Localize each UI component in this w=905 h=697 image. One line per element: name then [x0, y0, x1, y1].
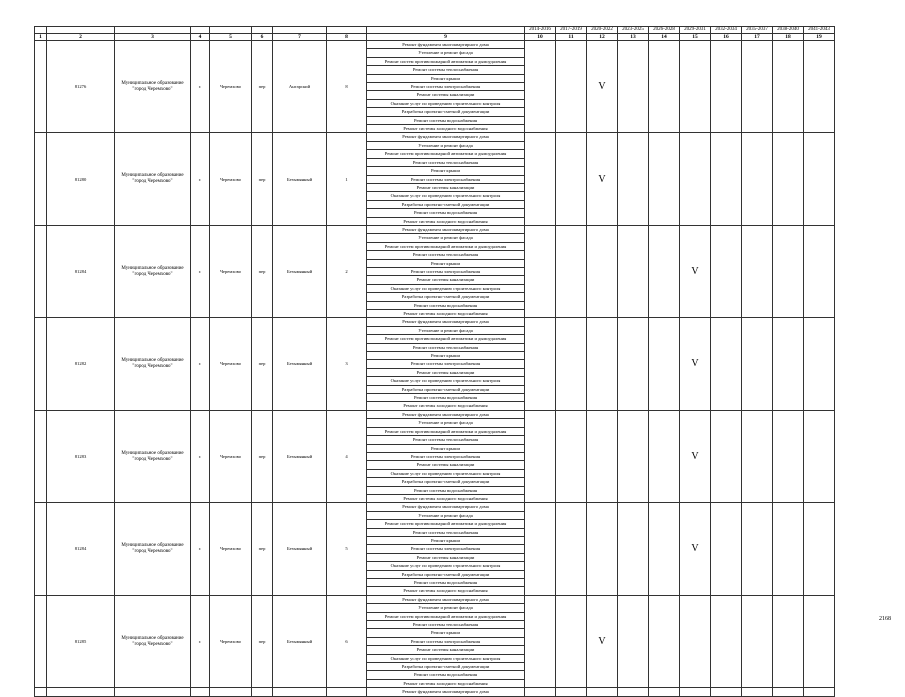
work-type: Ремонт крыши: [367, 352, 525, 360]
period-header: 2041-2043: [804, 27, 835, 34]
completion-mark: V: [587, 41, 618, 133]
work-type: Ремонт системы теплоснабжения: [367, 528, 525, 536]
work-type: Ремонт систем противопожарной автоматики и дымоудаления: [367, 427, 525, 435]
column-number: 11: [556, 34, 587, 41]
work-type: Оказание услуг по проведению строительного контроля: [367, 654, 525, 662]
empty-cell: [191, 688, 210, 696]
period-header: 2023-2025: [618, 27, 649, 34]
period-cell: [618, 318, 649, 410]
work-type: Ремонт системы электроснабжения: [367, 267, 525, 275]
work-type: Ремонт крыши: [367, 444, 525, 452]
row-index-cell: [35, 410, 47, 502]
empty-cell: [115, 688, 191, 696]
locality-type: г.: [191, 503, 210, 595]
work-type: Ремонт систем противопожарной автоматики и дымоудаления: [367, 57, 525, 65]
work-type: Ремонт системы теплоснабжения: [367, 158, 525, 166]
street-type: пер: [252, 503, 273, 595]
period-cell: [742, 41, 773, 133]
period-cell: [649, 133, 680, 225]
work-type: Ремонт системы канализации: [367, 368, 525, 376]
header-blank-cell: [327, 27, 367, 34]
period-cell: [680, 41, 711, 133]
work-type: Ремонт системы водоснабжения: [367, 301, 525, 309]
owner-name: Муниципальное образование "город Черемхово": [115, 133, 191, 225]
period-cell: [804, 688, 835, 696]
work-type: Ремонт систем противопожарной автоматики и дымоудаления: [367, 242, 525, 250]
period-cell: [556, 688, 587, 696]
period-cell: [649, 503, 680, 595]
column-number: 10: [525, 34, 556, 41]
row-index-cell: [35, 133, 47, 225]
period-cell: [525, 318, 556, 410]
period-cell: [525, 133, 556, 225]
period-header: 2035-2037: [742, 27, 773, 34]
period-cell: [525, 225, 556, 317]
column-number: 16: [711, 34, 742, 41]
work-type: Ремонт системы электроснабжения: [367, 452, 525, 460]
table-row: [35, 41, 835, 49]
work-type: Ремонт крыши: [367, 536, 525, 544]
work-type: Утепление и ремонт фасада: [367, 326, 525, 334]
work-type: Ремонт крыши: [367, 629, 525, 637]
work-type: Ремонт системы канализации: [367, 276, 525, 284]
period-cell: [711, 133, 742, 225]
header-blank-cell: [115, 27, 191, 34]
work-type: Ремонт системы холодного водоснабжения: [367, 217, 525, 225]
empty-cell: [327, 688, 367, 696]
locality-type: г.: [191, 225, 210, 317]
period-cell: [804, 41, 835, 133]
header-blank-cell: [252, 27, 273, 34]
street-type: пер: [252, 41, 273, 133]
building-id: 81285: [47, 595, 115, 687]
locality-type: г.: [191, 41, 210, 133]
period-cell: [587, 225, 618, 317]
row-index-cell: [35, 595, 47, 687]
work-type: Оказание услуг по проведению строительного контроля: [367, 469, 525, 477]
work-type: Ремонт фундамента многоквартирного дома: [367, 410, 525, 418]
building-id: 81276: [47, 41, 115, 133]
work-type: Ремонт системы электроснабжения: [367, 545, 525, 553]
completion-mark: V: [680, 318, 711, 410]
period-cell: [618, 688, 649, 696]
period-header: 2026-2028: [649, 27, 680, 34]
period-cell: [618, 133, 649, 225]
period-cell: [618, 595, 649, 687]
owner-name: Муниципальное образование "город Черемхово": [115, 410, 191, 502]
period-cell: [773, 41, 804, 133]
period-cell: [556, 595, 587, 687]
city-name: Черемхово: [210, 41, 252, 133]
work-type: Ремонт фундамента многоквартирного дома: [367, 41, 525, 49]
column-number: 13: [618, 34, 649, 41]
work-type: Ремонт системы канализации: [367, 646, 525, 654]
work-type: Ремонт фундамента многоквартирного дома: [367, 595, 525, 603]
street-name: Безымянный: [273, 225, 327, 317]
row-index-cell: [35, 503, 47, 595]
work-type: Оказание услуг по проведению строительного контроля: [367, 99, 525, 107]
period-cell: [525, 595, 556, 687]
table-row: [35, 688, 835, 696]
street-name: Ангарский: [273, 41, 327, 133]
work-type: Ремонт системы электроснабжения: [367, 360, 525, 368]
completion-mark: V: [587, 595, 618, 687]
period-cell: [804, 503, 835, 595]
header-blank-cell: [191, 27, 210, 34]
period-cell: [742, 688, 773, 696]
owner-name: Муниципальное образование "город Черемхово": [115, 503, 191, 595]
city-name: Черемхово: [210, 595, 252, 687]
period-header: 2014-2016: [525, 27, 556, 34]
work-type: Ремонт систем противопожарной автоматики и дымоудаления: [367, 520, 525, 528]
work-type: Ремонт систем противопожарной автоматики и дымоудаления: [367, 150, 525, 158]
work-type: Ремонт системы водоснабжения: [367, 209, 525, 217]
period-cell: [711, 410, 742, 502]
work-type: Утепление и ремонт фасада: [367, 234, 525, 242]
owner-name: Муниципальное образование "город Черемхово": [115, 595, 191, 687]
work-type: Ремонт систем противопожарной автоматики и дымоудаления: [367, 335, 525, 343]
work-type: Ремонт системы теплоснабжения: [367, 436, 525, 444]
work-type: Ремонт системы водоснабжения: [367, 671, 525, 679]
work-type: Ремонт фундамента многоквартирного дома: [367, 503, 525, 511]
table-body: [35, 27, 835, 697]
city-name: Черемхово: [210, 318, 252, 410]
column-number: 15: [680, 34, 711, 41]
work-type: Утепление и ремонт фасада: [367, 141, 525, 149]
column-number: 2: [47, 34, 115, 41]
house-number: 8: [327, 41, 367, 133]
work-type: Оказание услуг по проведению строительного контроля: [367, 284, 525, 292]
city-name: Черемхово: [210, 410, 252, 502]
period-cell: [618, 41, 649, 133]
column-number: 12: [587, 34, 618, 41]
header-blank-cell: [35, 27, 47, 34]
period-cell: [742, 410, 773, 502]
work-type: Ремонт фундамента многоквартирного дома: [367, 318, 525, 326]
work-type: Ремонт системы канализации: [367, 461, 525, 469]
completion-mark: V: [587, 133, 618, 225]
period-cell: [711, 503, 742, 595]
building-id: 81283: [47, 410, 115, 502]
header-blank-cell: [210, 27, 252, 34]
house-number: 1: [327, 133, 367, 225]
table-row: [35, 410, 835, 418]
locality-type: г.: [191, 410, 210, 502]
period-cell: [773, 410, 804, 502]
period-cell: [742, 133, 773, 225]
work-type: Ремонт системы холодного водоснабжения: [367, 402, 525, 410]
work-type: Ремонт системы канализации: [367, 91, 525, 99]
period-cell: [711, 595, 742, 687]
work-type: Разработка проектно-сметной документации: [367, 108, 525, 116]
period-header: 2029-2031: [680, 27, 711, 34]
empty-cell: [210, 688, 252, 696]
column-number: 8: [327, 34, 367, 41]
work-type: Оказание услуг по проведению строительного контроля: [367, 377, 525, 385]
table-row: [35, 318, 835, 326]
period-cell: [742, 595, 773, 687]
work-type: Ремонт системы теплоснабжения: [367, 621, 525, 629]
city-name: Черемхово: [210, 503, 252, 595]
period-cell: [804, 410, 835, 502]
row-index-cell: [35, 225, 47, 317]
work-type: Утепление и ремонт фасада: [367, 49, 525, 57]
header-blank-cell: [47, 27, 115, 34]
empty-cell: [35, 688, 47, 696]
work-type: Ремонт системы электроснабжения: [367, 637, 525, 645]
period-header: 2017-2019: [556, 27, 587, 34]
column-number: 19: [804, 34, 835, 41]
period-cell: [742, 318, 773, 410]
period-cell: [804, 595, 835, 687]
work-type: Утепление и ремонт фасада: [367, 604, 525, 612]
period-cell: [556, 410, 587, 502]
period-cell: [556, 133, 587, 225]
period-cell: [804, 225, 835, 317]
work-type: Разработка проектно-сметной документации: [367, 293, 525, 301]
work-type: Разработка проектно-сметной документации: [367, 570, 525, 578]
period-cell: [618, 225, 649, 317]
period-cell: [525, 410, 556, 502]
period-cell: [525, 503, 556, 595]
period-cell: [649, 41, 680, 133]
work-type: Оказание услуг по проведению строительного контроля: [367, 562, 525, 570]
house-number: 6: [327, 595, 367, 687]
locality-type: г.: [191, 595, 210, 687]
completion-mark: V: [680, 503, 711, 595]
period-cell: [649, 595, 680, 687]
work-type: Разработка проектно-сметной документации: [367, 200, 525, 208]
period-header-row: [35, 27, 835, 34]
work-type: Утепление и ремонт фасада: [367, 511, 525, 519]
period-cell: [742, 225, 773, 317]
street-type: пер: [252, 595, 273, 687]
work-type: Ремонт системы водоснабжения: [367, 116, 525, 124]
period-cell: [556, 41, 587, 133]
period-cell: [773, 503, 804, 595]
period-cell: [804, 133, 835, 225]
column-number: 3: [115, 34, 191, 41]
header-blank-cell: [367, 27, 525, 34]
work-type: Ремонт фундамента многоквартирного дома: [367, 688, 525, 696]
work-type: Ремонт системы холодного водоснабжения: [367, 679, 525, 687]
period-cell: [525, 688, 556, 696]
locality-type: г.: [191, 318, 210, 410]
work-type: Ремонт системы электроснабжения: [367, 83, 525, 91]
work-type: Ремонт фундамента многоквартирного дома: [367, 225, 525, 233]
street-name: Безымянный: [273, 410, 327, 502]
street-type: пер: [252, 410, 273, 502]
work-type: Ремонт крыши: [367, 167, 525, 175]
period-cell: [680, 688, 711, 696]
period-cell: [618, 503, 649, 595]
period-cell: [680, 595, 711, 687]
street-name: Безымянный: [273, 318, 327, 410]
column-number: 14: [649, 34, 680, 41]
period-cell: [556, 318, 587, 410]
table-row: [35, 225, 835, 233]
work-type: Ремонт системы водоснабжения: [367, 394, 525, 402]
completion-mark: V: [680, 225, 711, 317]
period-cell: [773, 318, 804, 410]
column-number: 5: [210, 34, 252, 41]
period-cell: [649, 410, 680, 502]
table-row: [35, 595, 835, 603]
period-cell: [711, 225, 742, 317]
owner-name: Муниципальное образование "город Черемхово": [115, 318, 191, 410]
work-type: Ремонт системы электроснабжения: [367, 175, 525, 183]
work-type: Ремонт фундамента многоквартирного дома: [367, 133, 525, 141]
house-number: 3: [327, 318, 367, 410]
empty-cell: [252, 688, 273, 696]
column-number: 4: [191, 34, 210, 41]
street-name: Безымянный: [273, 503, 327, 595]
owner-name: Муниципальное образование "город Черемхово": [115, 225, 191, 317]
period-cell: [649, 688, 680, 696]
period-cell: [556, 225, 587, 317]
street-name: Безымянный: [273, 595, 327, 687]
work-type: Ремонт системы холодного водоснабжения: [367, 494, 525, 502]
period-cell: [618, 410, 649, 502]
work-type: Ремонт системы теплоснабжения: [367, 66, 525, 74]
work-type: Ремонт системы канализации: [367, 553, 525, 561]
row-index-cell: [35, 318, 47, 410]
work-type: Разработка проектно-сметной документации: [367, 663, 525, 671]
street-name: Безымянный: [273, 133, 327, 225]
work-type: Ремонт системы холодного водоснабжения: [367, 125, 525, 133]
house-number: 4: [327, 410, 367, 502]
work-type: Ремонт системы теплоснабжения: [367, 343, 525, 351]
period-cell: [587, 410, 618, 502]
column-number: 9: [367, 34, 525, 41]
work-type: Ремонт системы теплоснабжения: [367, 251, 525, 259]
period-cell: [587, 318, 618, 410]
building-id: 81280: [47, 133, 115, 225]
work-type: Ремонт систем противопожарной автоматики и дымоудаления: [367, 612, 525, 620]
work-type: Разработка проектно-сметной документации: [367, 478, 525, 486]
city-name: Черемхово: [210, 133, 252, 225]
page-number: 2168: [879, 616, 891, 622]
column-number: 1: [35, 34, 47, 41]
column-number: 18: [773, 34, 804, 41]
street-type: пер: [252, 133, 273, 225]
period-cell: [773, 688, 804, 696]
work-type: Разработка проектно-сметной документации: [367, 385, 525, 393]
column-number-row: [35, 34, 835, 41]
period-cell: [711, 41, 742, 133]
street-type: пер: [252, 225, 273, 317]
period-cell: [680, 133, 711, 225]
period-cell: [773, 225, 804, 317]
period-cell: [587, 688, 618, 696]
work-type: Ремонт крыши: [367, 74, 525, 82]
building-id: 81284: [47, 225, 115, 317]
street-type: пер: [252, 318, 273, 410]
work-type: Оказание услуг по проведению строительного контроля: [367, 192, 525, 200]
period-cell: [804, 318, 835, 410]
period-cell: [711, 318, 742, 410]
period-cell: [649, 318, 680, 410]
repair-schedule-table: [34, 26, 835, 697]
empty-cell: [273, 688, 327, 696]
column-number: 17: [742, 34, 773, 41]
work-type: Ремонт системы водоснабжения: [367, 579, 525, 587]
period-cell: [587, 503, 618, 595]
period-header: 2020-2022: [587, 27, 618, 34]
owner-name: Муниципальное образование "город Черемхово": [115, 41, 191, 133]
work-type: Ремонт системы холодного водоснабжения: [367, 587, 525, 595]
table-row: [35, 133, 835, 141]
building-id: 81282: [47, 318, 115, 410]
period-header: 2038-2040: [773, 27, 804, 34]
table-row: [35, 503, 835, 511]
period-cell: [742, 503, 773, 595]
work-type: Утепление и ремонт фасада: [367, 419, 525, 427]
period-cell: [649, 225, 680, 317]
empty-cell: [47, 688, 115, 696]
work-type: Ремонт системы холодного водоснабжения: [367, 310, 525, 318]
house-number: 2: [327, 225, 367, 317]
period-cell: [556, 503, 587, 595]
building-id: 81284: [47, 503, 115, 595]
header-blank-cell: [273, 27, 327, 34]
period-header: 2032-2034: [711, 27, 742, 34]
work-type: Ремонт крыши: [367, 259, 525, 267]
completion-mark: V: [680, 410, 711, 502]
house-number: 5: [327, 503, 367, 595]
period-cell: [525, 41, 556, 133]
column-number: 6: [252, 34, 273, 41]
period-cell: [711, 688, 742, 696]
row-index-cell: [35, 41, 47, 133]
column-number: 7: [273, 34, 327, 41]
city-name: Черемхово: [210, 225, 252, 317]
locality-type: г.: [191, 133, 210, 225]
period-cell: [773, 595, 804, 687]
work-type: Ремонт системы водоснабжения: [367, 486, 525, 494]
work-type: Ремонт системы канализации: [367, 183, 525, 191]
period-cell: [773, 133, 804, 225]
